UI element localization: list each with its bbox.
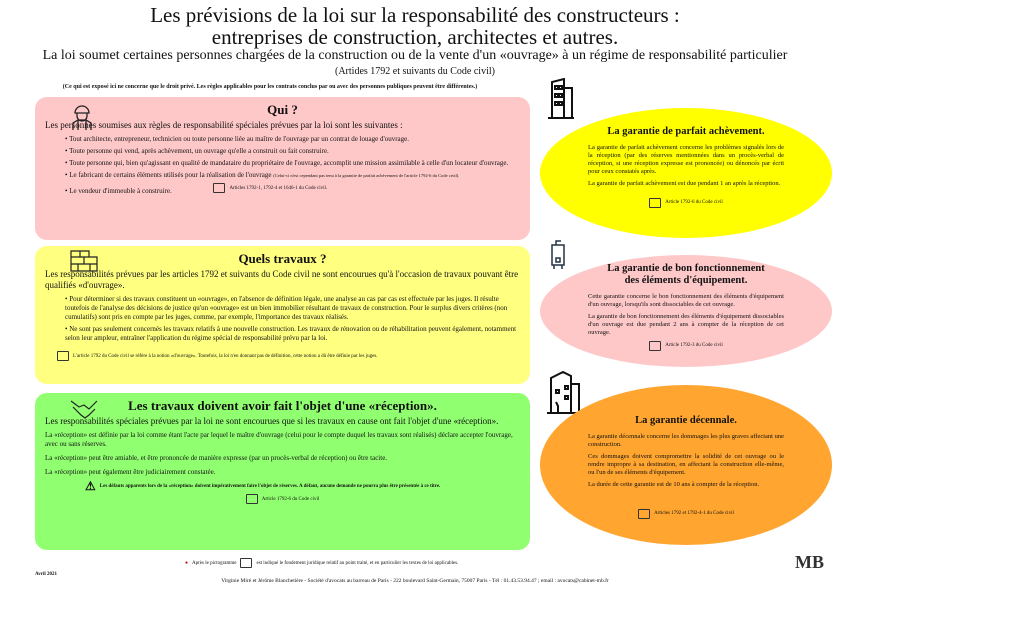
reception-p2: La «réception» peut être amiable, et être prononcée de manière expresse (par un procès-verbal de réception) ou être tacite. xyxy=(45,454,388,462)
damaged-building-icon xyxy=(543,370,585,415)
bon-ref: Article 1792-3 du Code civil xyxy=(665,343,723,348)
reception-section xyxy=(35,393,530,550)
bon-fonctionnement-ellipse xyxy=(540,255,832,367)
handshake-icon xyxy=(70,398,98,420)
bricks-icon xyxy=(70,250,100,272)
decennale-p3: La durée de cette garantie est de 10 ans à compter de la réception. xyxy=(588,481,760,488)
qui-lead: Les personnes soumises aux règles de responsabilité spéciales prévues par la loi sont les suivantes : xyxy=(45,120,403,130)
reception-heading: Les travaux doivent avoir fait l'objet d'une «réception». xyxy=(128,398,437,413)
bon-p2: La garantie de bon fonctionnement des éléments d'équipement dissociables d'un ouvrage est due pendant 2 ans à compter de la réception de cet ouvrage. xyxy=(588,313,784,336)
law-book-icon xyxy=(57,351,69,361)
title-line-1: Les prévisions de la loi sur la responsabilité des constructeurs : xyxy=(150,3,680,27)
item-note: (Celui-ci n'est cependant pas tenu à la garantie de parfait achèvement de l'article 1792-6 du Code civil). xyxy=(273,173,460,178)
law-book-icon xyxy=(649,341,661,351)
reception-ref: Article 1792-6 du Code civil xyxy=(261,496,320,502)
worker-icon xyxy=(70,103,94,131)
decennale-ellipse xyxy=(540,385,832,545)
reception-warning: Les défauts apparents lors de la «réception» doivent impérativement faire l'objet de réserves. A défaut, aucune demande ne pourra plus être présentée à ce titre. xyxy=(99,484,441,489)
law-book-icon xyxy=(213,183,225,193)
decennale-heading: La garantie décennale. xyxy=(635,415,737,426)
quels-lead: Les responsabilités prévues par les articles 1792 et suivants du Code civil ne sont encourues qu'à l'occasion de travaux pouvant être qualifiés «d'ouvrage». xyxy=(45,269,519,290)
reception-p1: La «réception» est définie par la loi comme étant l'acte par lequel le maître d'ouvrage (celui pour le compte duquel les travaux sont réalisés) déclare accepter l'ouvrage, avec ou sans réserves. xyxy=(45,431,513,448)
boiler-icon xyxy=(550,240,566,272)
footnote-text-a: Après le pictogramme xyxy=(192,560,237,566)
qui-section xyxy=(35,97,530,240)
warning-icon: ⚠ xyxy=(85,479,96,493)
decennale-p1: La garantie décennale concerne les dommages les plus graves affectant une construction. xyxy=(588,433,784,448)
list-item: • Ne sont pas seulement concernés les travaux relatifs à une nouvelle construction. Les travaux de rénovation ou de réhabilitation peuvent également, notamment selon leur ampleur, entraîner l'application du régime spécial de responsabilité prévu par la loi. xyxy=(65,325,520,343)
decennale-p2: Ces dommages doivent compromettre la solidité de cet ouvrage ou le rendre impropre à sa destination, en affectant la construction elle-même, ou l'un de ses éléments d'équipement. xyxy=(588,453,784,476)
law-book-icon xyxy=(240,558,252,568)
quels-travaux-section xyxy=(35,246,530,384)
law-book-icon xyxy=(649,198,661,208)
reception-p3: La «réception» peut également être judiciairement constatée. xyxy=(45,468,216,476)
list-item: • Toute personne qui vend, après achèvement, un ouvrage qu'elle a construit ou fait construire. xyxy=(65,147,520,156)
subtitle: La loi soumet certaines personnes chargées de la construction ou de la vente d'un «ouvrage» à un régime de responsabilité particulier xyxy=(42,48,788,63)
list-item: • Le fabricant de certains éléments utilisés pour la réalisation de l'ouvrage (Celui-ci n'est cependant pas tenu à la garantie de parfait achèvement de l'article 1792-6 du Code civil). xyxy=(65,171,520,180)
list-item: • Tout architecte, entrepreneur, technicien ou toute personne liée au maître de l'ouvrage par un contrat de louage d'ouvrage. xyxy=(65,135,520,144)
bon-p1: Cette garantie concerne le bon fonctionnement des éléments d'équipement d'un ouvrage, lorsqu'ils sont dissociables de cet ouvrage. xyxy=(588,293,784,308)
quels-ref: L'article 1792 du Code civil se réfère à la notion «d'ouvrage». Toutefois, la loi n'en donnant pas de définition, cette notion a dû être définie par les juges. xyxy=(73,353,378,359)
parfait-p2: La garantie de parfait achèvement est due pendant 1 an après la réception. xyxy=(588,180,781,187)
firm-logo: MB xyxy=(795,552,824,572)
title-line-2: entreprises de construction, architectes et autres. xyxy=(211,25,619,49)
parfait-achevement-ellipse xyxy=(540,108,832,238)
qui-heading: Qui ? xyxy=(267,102,298,117)
subtitle-ref: (Artides 1792 et suivants du Code civil) xyxy=(335,66,495,77)
qui-ref: Articles 1792-1, 1792-4 et 1646-1 du Code civil. xyxy=(229,185,328,191)
bon-heading: La garantie de bon fonctionnement des éléments d'équipement. xyxy=(607,263,765,286)
scope-note: (Ce qui est exposé ici ne concerne que le droit privé. Les règles applicables pour les contrats conclus par ou avec des personnes publiques peuvent être différentes.) xyxy=(62,84,478,90)
quels-heading: Quels travaux ? xyxy=(238,251,327,266)
footnote-text-b: est indiqué le fondement juridique relatif au point traité, et en particulier les textes de loi applicables. xyxy=(256,560,459,566)
parfait-heading: La garantie de parfait achèvement. xyxy=(607,126,765,137)
parfait-p1: La garantie de parfait achèvement concerne les problèmes signalés lors de la réception (par des réserves mentionnées dans un procès-verbal de réception, si une réception expresse est prononcée) ou dénoncés par écrit pour ceux constatés après. xyxy=(588,144,784,175)
law-book-icon xyxy=(638,509,650,519)
list-item: • Pour déterminer si des travaux constituent un «ouvrage», en l'absence de définition légale, une analyse au cas par cas est effectuée par les juges. Il résulte toutefois de l'analyse des décisions de justice qu'un «ouvrage» est un bien immobilier résultant de travaux de construction. Pour le surplus divers critères (non cumulatifs) sont pris en compte par les juges, comme, par exemple, l'importance des travaux réalisés. xyxy=(65,295,520,322)
footnote: ● Après le pictogramme est indiqué le fondement juridique relatif au point traité, et en particulier les textes de loi applicables. xyxy=(185,558,458,568)
law-book-icon xyxy=(246,494,258,504)
list-item: • Le vendeur d'immeuble à construire. Articles 1792-1, 1792-4 et 1646-1 du Code civil. xyxy=(65,183,520,196)
building-icon xyxy=(545,78,575,120)
list-item: • Toute personne qui, bien qu'agissant en qualité de mandataire du propriétaire de l'ouvrage, accomplit une mission assimilable à celle d'un locateur d'ouvrage. xyxy=(65,159,520,168)
authors-line: Virginie Miré et Jérôme Blanchetière - Société d'avocats au barreau de Paris - 222 boulevard Saint-Germain, 75007 Paris - Tél : 01.43.53.94.47 ; email : avocats@cabinet-mb.fr xyxy=(221,578,609,584)
date: Avril 2021 xyxy=(35,572,57,577)
decennale-ref: Articles 1792 et 1792-4-1 du Code civil xyxy=(654,511,734,516)
parfait-ref: Article 1792-6 du Code civil xyxy=(665,200,723,205)
reception-lead: Les responsabilités spéciales prévues par la loi ne sont encourues que si les travaux en cause ont fait l'objet d'une «réception». xyxy=(45,416,499,426)
